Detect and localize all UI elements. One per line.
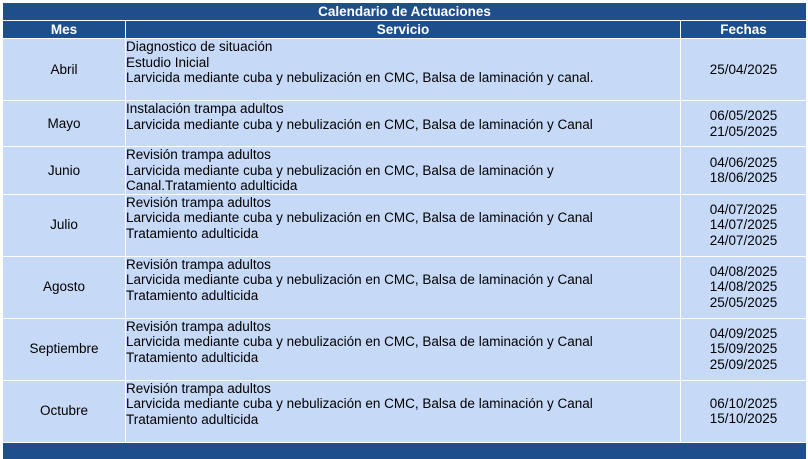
cell-mes: Mayo [3, 101, 126, 147]
servicio-line: Revisión trampa adultos [126, 380, 271, 396]
servicio-line: Revisión trampa adultos [126, 256, 271, 272]
cell-fechas [681, 39, 807, 101]
cell-mes: Octubre [3, 380, 126, 442]
table-row [3, 318, 807, 380]
fecha-value: 15/09/2025 [709, 341, 778, 357]
servicio-line: Revisión trampa adultos [126, 194, 271, 210]
servicio-line: Larvicida mediante cuba y nebulización en CMC, Balsa de laminación y Canal [126, 116, 593, 132]
header-row [3, 21, 807, 39]
servicio-line: Tratamiento adulticida [126, 349, 259, 365]
cell-fechas [681, 194, 807, 256]
servicio-line: Diagnostico de situación [126, 39, 273, 54]
cell-mes: Septiembre [3, 318, 126, 380]
actuaciones-table [2, 2, 807, 459]
table-row [3, 194, 807, 256]
fecha-value: 18/06/2025 [709, 170, 778, 186]
cell-fechas [681, 318, 807, 380]
title-row [3, 3, 807, 21]
footer-row [3, 442, 807, 459]
fecha-value: 25/04/2025 [709, 61, 778, 77]
servicio-line: Larvicida mediante cuba y nebulización en CMC, Balsa de laminación y Canal [126, 334, 593, 349]
servicio-line: Revisión trampa adultos [126, 318, 271, 334]
servicio-line: Larvicida mediante cuba y nebulización en CMC, Balsa de laminación y canal. [126, 70, 594, 85]
table-title: Calendario de Actuaciones [3, 3, 807, 21]
fecha-value: 06/05/2025 [709, 108, 778, 123]
servicio-line: Tratamiento adulticida [126, 225, 259, 241]
cell-servicio [126, 147, 681, 195]
cell-mes: Agosto [3, 256, 126, 318]
servicio-line: Larvicida mediante cuba y nebulización en CMC, Balsa de laminación y Canal [126, 272, 593, 287]
servicio-line: Larvicida mediante cuba y nebulización en CMC, Balsa de laminación y Canal.Tratamiento adulticida [126, 162, 554, 193]
servicio-line: Instalación trampa adultos [126, 101, 284, 116]
header-mes: Mes [3, 21, 126, 39]
servicio-line: Tratamiento adulticida [126, 287, 259, 303]
fecha-value: 04/09/2025 [709, 325, 778, 341]
cell-mes: Junio [3, 147, 126, 195]
cell-fechas [681, 147, 807, 195]
fecha-value: 21/05/2025 [709, 123, 778, 139]
table-body [3, 39, 807, 443]
fecha-value: 04/07/2025 [709, 201, 778, 217]
fecha-value: 25/09/2025 [709, 356, 778, 372]
table-row [3, 101, 807, 147]
servicio-line: Tratamiento adulticida [126, 411, 259, 427]
table-row [3, 256, 807, 318]
fecha-value: 04/08/2025 [709, 263, 778, 279]
fecha-value: 06/10/2025 [709, 395, 778, 411]
fecha-value: 25/05/2025 [709, 294, 778, 310]
servicio-line: Larvicida mediante cuba y nebulización en CMC, Balsa de laminación y Canal [126, 210, 593, 225]
fecha-value: 14/07/2025 [709, 217, 778, 233]
table-row [3, 147, 807, 195]
cell-servicio [126, 380, 681, 442]
footer-bar [3, 442, 807, 459]
servicio-line: Estudio Inicial [126, 54, 210, 70]
cell-servicio [126, 194, 681, 256]
table-row [3, 39, 807, 101]
table-row [3, 380, 807, 442]
cell-mes: Abril [3, 39, 126, 101]
cell-fechas [681, 380, 807, 442]
fecha-value: 04/06/2025 [709, 154, 778, 170]
servicio-line: Larvicida mediante cuba y nebulización en CMC, Balsa de laminación y Canal [126, 396, 593, 411]
cell-servicio [126, 318, 681, 380]
cell-servicio [126, 256, 681, 318]
fecha-value: 24/07/2025 [709, 232, 778, 248]
cell-servicio [126, 101, 681, 147]
header-servicio: Servicio [126, 21, 681, 39]
servicio-line: Revisión trampa adultos [126, 147, 271, 162]
cell-fechas [681, 256, 807, 318]
fecha-value: 14/08/2025 [709, 279, 778, 295]
header-fechas: Fechas [681, 21, 807, 39]
cell-fechas [681, 101, 807, 147]
fecha-value: 15/10/2025 [709, 411, 778, 426]
cell-mes: Julio [3, 194, 126, 256]
cell-servicio [126, 39, 681, 101]
